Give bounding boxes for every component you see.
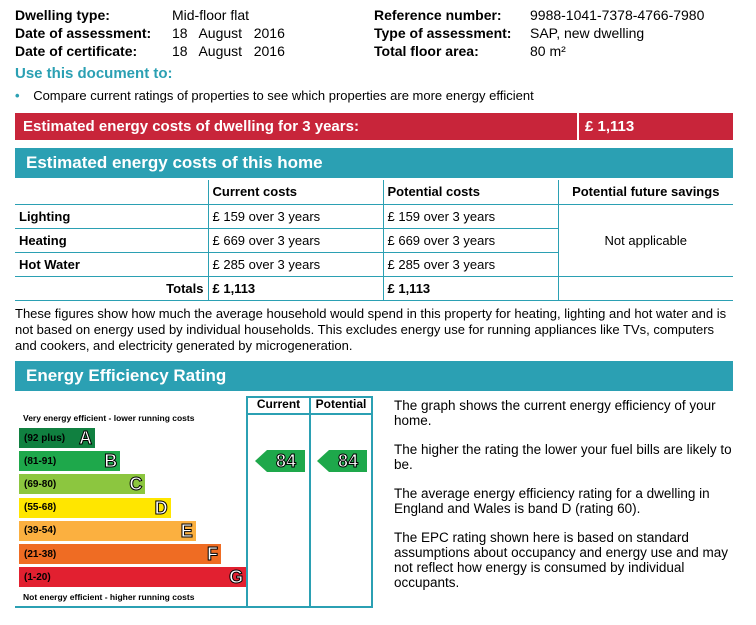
chart-divider-mid xyxy=(309,396,311,608)
totals-label: Totals xyxy=(15,276,208,300)
band-range: (1-20) xyxy=(24,571,51,583)
future-savings-value: Not applicable xyxy=(558,204,733,276)
header-current-costs: Current costs xyxy=(208,180,383,204)
rating-band-c xyxy=(19,474,145,494)
table-row xyxy=(15,204,733,228)
rating-paragraph: The higher the rating the lower your fuel bills are likely to be. xyxy=(394,442,732,472)
band-range: (55-68) xyxy=(24,502,57,514)
band-range: (92 plus) xyxy=(24,432,66,444)
potential-rating-arrow xyxy=(317,450,367,472)
costs-section-title: Estimated energy costs of this home xyxy=(15,148,733,178)
row-label-hot-water: Hot Water xyxy=(15,252,208,276)
costs-explanation: These figures show how much the average household would spend in this property for heating, lighting and hot water and is not based on energy used by individual households. This excludes energy use for running appliances like TVs, computers and cookers, and electricity generated by microgeneration. xyxy=(15,306,727,353)
band-range: (39-54) xyxy=(24,525,57,537)
band-range: (21-38) xyxy=(24,548,57,560)
use-document-title: Use this document to: xyxy=(15,65,173,82)
band-letter: D xyxy=(154,497,168,518)
lighting-current-cost: £ 159 over 3 years xyxy=(208,204,383,228)
band-range: (69-80) xyxy=(24,478,57,490)
header-potential-costs: Potential costs xyxy=(383,180,558,204)
band-letter: C xyxy=(129,474,143,495)
reference-number-label: Reference number: xyxy=(374,7,502,23)
heating-current-cost: £ 669 over 3 years xyxy=(208,228,383,252)
totals-current: £ 1,113 xyxy=(208,276,383,300)
header-future-savings: Potential future savings xyxy=(572,184,720,200)
chart-bottom-border xyxy=(15,606,373,608)
band-range: (81-91) xyxy=(24,455,57,467)
row-label-lighting: Lighting xyxy=(15,204,208,228)
energy-rating-chart xyxy=(15,396,373,608)
hot-water-current-cost: £ 285 over 3 years xyxy=(208,252,383,276)
costs-table-header xyxy=(15,180,733,204)
totals-potential: £ 1,113 xyxy=(383,276,558,300)
floor-area-label: Total floor area: xyxy=(374,43,479,59)
use-document-item xyxy=(15,88,534,103)
top-caption: Very energy efficient - lower running costs xyxy=(23,413,195,423)
dwelling-type-label: Dwelling type: xyxy=(15,7,110,23)
total-costs-value: £ 1,113 xyxy=(577,113,634,140)
band-letter: E xyxy=(180,520,193,541)
rating-paragraph: The graph shows the current energy efficiency of your home. xyxy=(394,398,716,428)
bullet-icon: • xyxy=(15,88,20,103)
column-potential: Potential xyxy=(315,397,367,411)
costs-table xyxy=(15,180,733,301)
assessment-date-label: Date of assessment: xyxy=(15,25,152,41)
rating-band-a xyxy=(19,428,95,448)
certificate-date-value: 18 August 2016 xyxy=(172,43,285,59)
lighting-potential-cost: £ 159 over 3 years xyxy=(383,204,558,228)
assessment-type-label: Type of assessment: xyxy=(374,25,512,41)
use-document-item-text: Compare current ratings of properties to see which properties are more energy efficient xyxy=(33,88,534,103)
rating-band-d xyxy=(19,498,171,518)
rating-paragraph: The EPC rating shown here is based on standard assumptions about occupancy and energy use and may not reflect how energy is consumed by individual occupants. xyxy=(394,530,728,590)
assessment-date-value: 18 August 2016 xyxy=(172,25,285,41)
chart-divider-left xyxy=(246,396,248,608)
potential-rating-value: 84 xyxy=(337,451,359,472)
rating-section-title: Energy Efficiency Rating xyxy=(15,361,733,391)
current-rating-arrow xyxy=(255,450,305,472)
rating-paragraph: The average energy efficiency rating for a dwelling in England and Wales is band D (rating 60). xyxy=(394,486,710,516)
rating-band-g xyxy=(19,567,246,587)
column-current: Current xyxy=(256,397,301,411)
dwelling-type-value: Mid-floor flat xyxy=(172,7,250,23)
band-letter: A xyxy=(79,428,92,448)
rating-band-f xyxy=(19,544,221,564)
chart-divider-right xyxy=(371,396,373,608)
hot-water-potential-cost: £ 285 over 3 years xyxy=(383,252,558,276)
rating-band-b xyxy=(19,451,120,471)
totals-row xyxy=(15,276,733,300)
rating-band-e xyxy=(19,521,196,541)
bottom-caption: Not energy efficient - higher running costs xyxy=(23,592,195,602)
total-costs-label: Estimated energy costs of dwelling for 3 years: xyxy=(23,118,359,135)
total-costs-bar xyxy=(15,113,733,140)
row-label-heating: Heating xyxy=(15,228,208,252)
chart-header-border xyxy=(246,413,373,415)
certificate-date-label: Date of certificate: xyxy=(15,43,138,59)
reference-number-value: 9988-1041-7378-4766-7980 xyxy=(530,7,705,23)
band-letter: F xyxy=(207,544,218,564)
current-rating-value: 84 xyxy=(275,451,297,472)
floor-area-value: 80 m² xyxy=(530,43,566,59)
assessment-type-value: SAP, new dwelling xyxy=(530,25,645,41)
heating-potential-cost: £ 669 over 3 years xyxy=(383,228,558,252)
band-letter: G xyxy=(229,567,244,588)
band-letter: B xyxy=(104,451,118,472)
rating-explanations xyxy=(394,398,736,590)
